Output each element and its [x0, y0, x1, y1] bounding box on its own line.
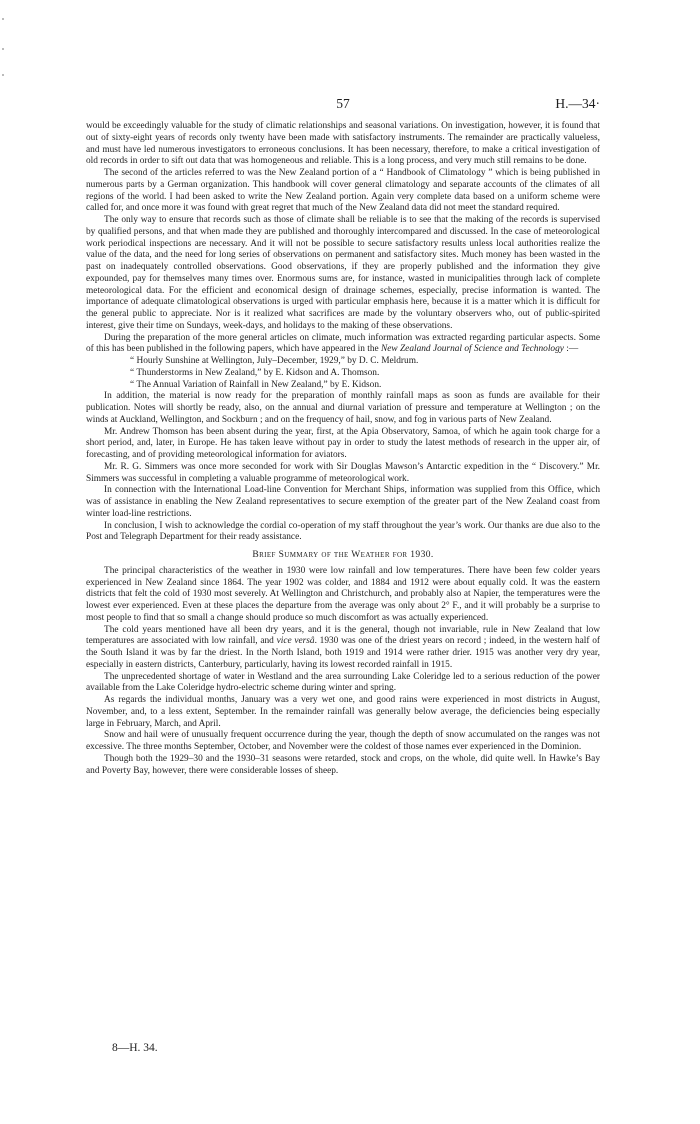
italic-phrase: vice versâ: [276, 636, 315, 647]
reference-item: “ The Annual Variation of Rainfall in New Zealand,” by E. Kidson.: [130, 379, 382, 390]
page-signature: 8—H. 34.: [112, 1042, 158, 1054]
paragraph: As regards the individual months, January was a very wet one, and good rains were experienced in most districts in August, November, and, to a less extent, September. In the remainder rainfall was generally below average, the deficiencies being especially large in February, March, and April.: [86, 695, 600, 729]
paragraph-text: The cold years mentioned have all been dry years, and it is the general, though not invariable, rule in New Zealand that low temperatures are associated with low rainfall, and: [86, 624, 600, 647]
paragraph-text: . 1930 was one of the driest years on record ; indeed, in the western half of the South Island it was by far the driest. In the North Island, both 1919 and 1914 were rather drier. 1915 was another very dry year, especially in eastern districts, Canterbury, particularly, having its lowest recorded rainfall in 1915.: [86, 636, 601, 670]
paragraph-text: :—: [563, 344, 579, 355]
journal-title: New Zealand Journal of Science and Technology: [381, 344, 564, 355]
paragraph: The unprecedented shortage of water in Westland and the area surrounding Lake Coleridge led to a serious reduction of the power available from the Lake Coleridge hydro-electric scheme during winter and spring.: [86, 671, 600, 694]
scan-mark: [2, 18, 4, 20]
page-number: 57: [336, 96, 350, 111]
paragraph: [86, 625, 600, 672]
paragraph-text: During the preparation of the more general articles on climate, much information was extracted regarding particular aspects. Some of this has been published in the following papers, which have appeared in the: [86, 332, 600, 355]
paragraph: Though both the 1929–30 and the 1930–31 seasons were retarded, stock and crops, on the whole, did quite well. In Hawke’s Bay and Poverty Bay, however, there were considerable losses of sheep.: [86, 753, 600, 776]
section-heading: Brief Summary of the Weather for 1930.: [252, 550, 434, 560]
reference-item: “ Hourly Sunshine at Wellington, July–December, 1929,” by D. C. Meldrum.: [130, 356, 419, 366]
body-text: [86, 121, 600, 777]
paragraph: would be exceedingly valuable for the study of climatic relationships and seasonal variations. On investigation, however, it is found that out of sixty-eight years of records only twenty have been made with satisfactory instruments. The remainder are practically valueless, and must have led numerous investigators to erroneous conclusions. It has been necessary, therefore, to make a critical investigation of old records in order to sift out data that was homogeneous and reliable. This is a long process, and very much still remains to be done.: [86, 121, 600, 167]
scan-mark: [2, 48, 4, 50]
paragraph: [86, 333, 600, 357]
page-header: [86, 96, 600, 112]
document-reference: H.—34·: [555, 96, 600, 111]
paragraph: Mr. R. G. Simmers was once more seconded for work with Sir Douglas Mawson’s Antarctic expedition in the “ Discovery.” Mr. Simmers was successful in completing a valuable programme of meteorological work.: [86, 461, 600, 484]
paragraph: In addition, the material is now ready for the preparation of monthly rainfall maps as soon as funds are available for their publication. Notes will shortly be ready, also, on the annual and diurnal variation of pressure and temperature at Wellington ; on the winds at Auckland, Wellington, and Sockburn ; and on the frequency of hail, snow, and fog in various parts of New Zealand.: [86, 391, 600, 425]
paragraph: The principal characteristics of the weather in 1930 were low rainfall and low temperatures. There have been few colder years experienced in New Zealand since 1864. The year 1902 was colder, and 1884 and 1912 were about equally cold. It was the eastern districts that felt the cold of 1930 most severely. At Wellington and Christchurch, and probably also at Napier, the temperatures were the lowest ever experienced. Even at these places the departure from the average was only about 2° F., and it will probably be a surprise to most people to find that so small a change should produce so much discomfort as was actually experienced.: [86, 565, 600, 623]
paragraph: Snow and hail were of unusually frequent occurrence during the year, though the depth of snow accumulated on the ranges was not excessive. The three months September, October, and November were the coldest of those names ever experienced in the Dominion.: [86, 730, 600, 752]
paragraph: In conclusion, I wish to acknowledge the cordial co-operation of my staff throughout the year’s work. Our thanks are due also to the Post and Telegraph Department for their ready assistance.: [86, 520, 600, 543]
paragraph: Mr. Andrew Thomson has been absent during the year, first, at the Apia Observatory, Samoa, of which he again took charge for a short period, and, later, in Europe. He has taken leave without pay in order to study the latest methods of research in the upper air, of forecasting, and of providing meteorological information for aviators.: [86, 426, 600, 460]
paragraph: In connection with the International Load-line Convention for Merchant Ships, information was supplied from this Office, which was of assistance in enabling the New Zealand representatives to secure exemption of the greater part of the New Zealand coast from winter load-line restrictions.: [86, 485, 600, 519]
scan-mark: [2, 74, 4, 76]
reference-item: “ Thunderstorms in New Zealand,” by E. Kidson and A. Thomson.: [130, 367, 380, 378]
paragraph: The second of the articles referred to was the New Zealand portion of a “ Handbook of Climatology ” which is being published in numerous parts by a German organization. This handbook will cover general climatology and separate accounts of the climates of all regions of the world. I had been asked to write the New Zealand portion. Again very complete data based on a uniform scheme were called for, and once more it was found with great regret that much of the New Zealand data did not meet the standard required.: [86, 168, 600, 214]
paragraph: The only way to ensure that records such as those of climate shall be reliable is to see that the making of the records is supervised by qualified persons, and that when made they are published and thoroughly intercompared and discussed. In the case of meteorological work periodical inspections are necessary. And it will not be possible to secure satisfactory results unless local authorities realize the value of the data, and the need for long series of observations on permanent and satisfactory sites. Much money has been wasted in the past on inadequately controlled observations. Good observations, if they are properly published and the information they give expounded, pay for themselves many times over. Enormous sums are, for instance, wasted in municipalities through lack of complete meteorological data. For the efficient and economical design of drainage schemes, especially, precise information is wanted. The importance of adequate climatological observations is urged with particular emphasis here, because it is a matter which it is difficult for the general public to appreciate. Nor is it realized what sacrifices are made by the voluntary observers who, out of public-spirited interest, give their time on Sundays, week-days, and holidays to the making of these observations.: [86, 215, 600, 331]
